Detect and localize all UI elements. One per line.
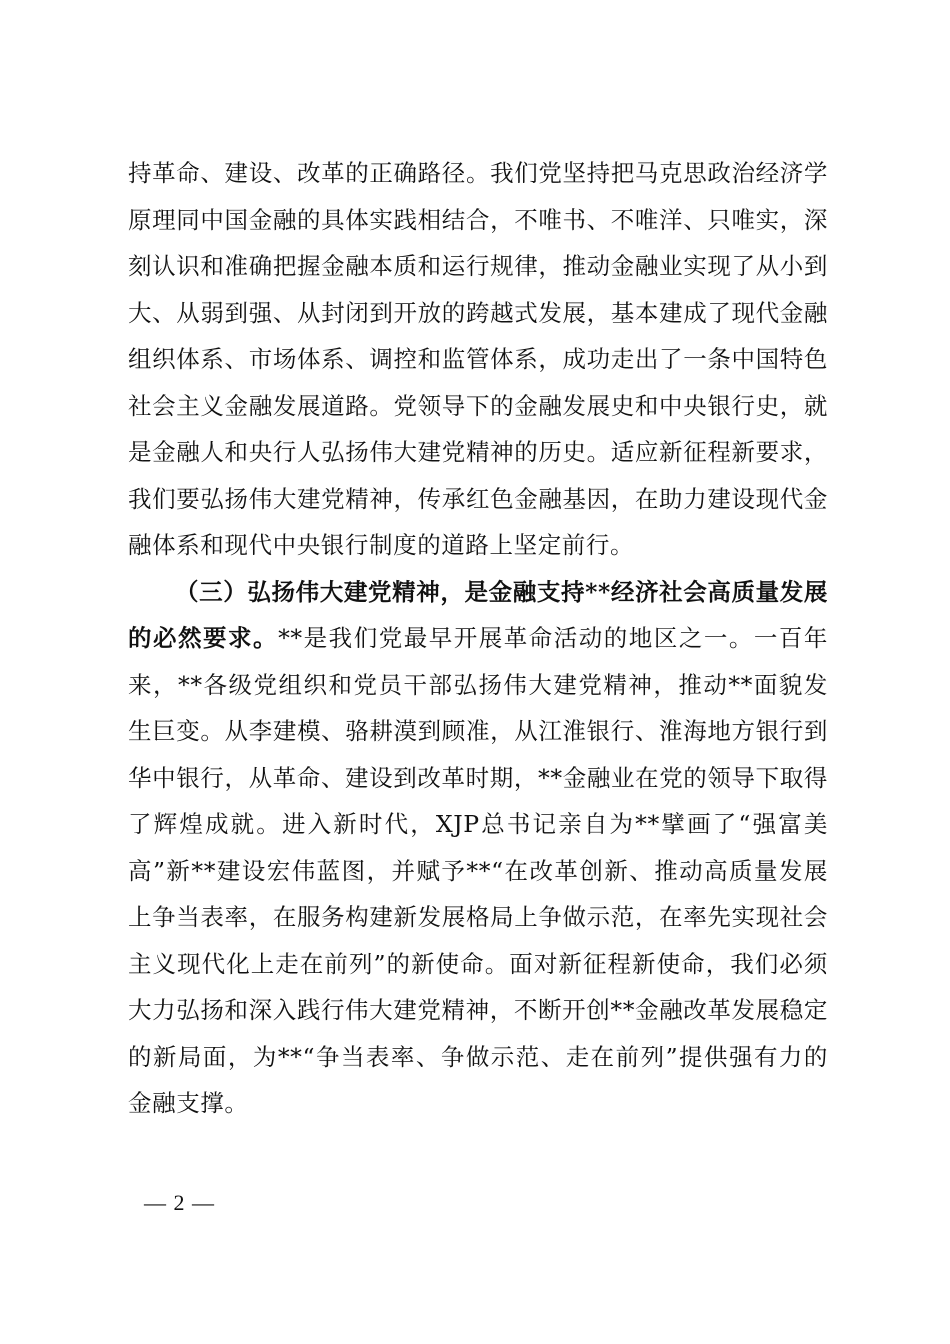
section-heading: （三）弘扬伟大建党精神，是金融支持**经济社会高质量发展的必然要求。 (128, 577, 828, 652)
document-body (128, 150, 828, 1127)
page-number: — 2 — (144, 1190, 215, 1215)
section-body: **是我们党最早开展革命活动的地区之一。一百年来，**各级党组织和党员干部弘扬伟大建党精神，推动**面貌发生巨变。从李建模、骆耕漠到顾准，从江淮银行、淮海地方银行到华中银行，从革命、建设到改革时期，**金融业在党的领导下取得了辉煌成就。进入新时代，XJP总书记亲自为**擘画了“强富美高”新**建设宏伟蓝图，并赋予**“在改革创新、推动高质量发展上争当表率，在服务构建新发展格局上争做示范，在率先实现社会主义现代化上走在前列”的新使命。面对新征程新使命，我们必须大力弘扬和深入践行伟大建党精神，不断开创**金融改革发展稳定的新局面，为**“争当表率、争做示范、走在前列”提供强有力的金融支撑。 (128, 624, 828, 1117)
paragraph-section-three (128, 569, 828, 1127)
paragraph-continuation: 持革命、建设、改革的正确路径。我们党坚持把马克思政治经济学原理同中国金融的具体实践相结合，不唯书、不唯洋、只唯实，深刻认识和准确把握金融本质和运行规律，推动金融业实现了从小到大、从弱到强、从封闭到开放的跨越式发展，基本建成了现代金融组织体系、市场体系、调控和监管体系，成功走出了一条中国特色社会主义金融发展道路。党领导下的金融发展史和中央银行史，就是金融人和央行人弘扬伟大建党精神的历史。适应新征程新要求，我们要弘扬伟大建党精神，传承红色金融基因，在助力建设现代金融体系和现代中央银行制度的道路上坚定前行。 (128, 159, 828, 559)
